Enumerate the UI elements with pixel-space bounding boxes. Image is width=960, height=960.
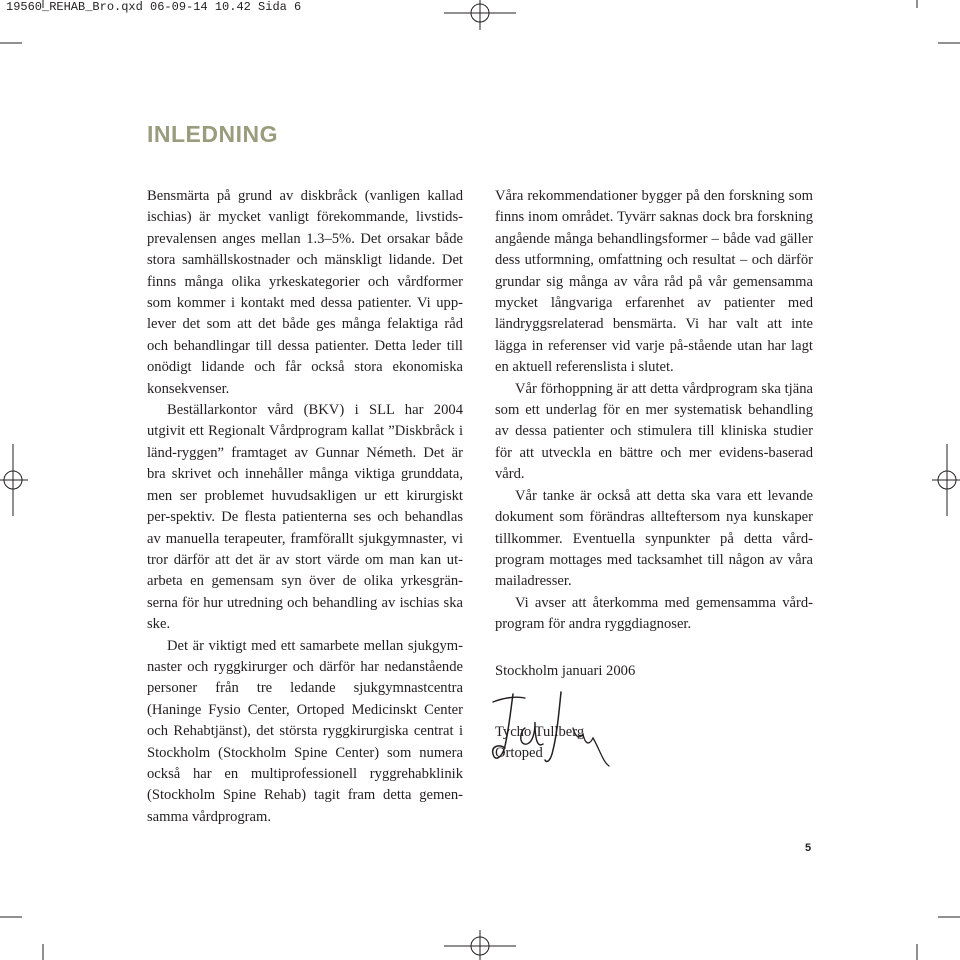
crosshair-mark-bottom	[444, 930, 516, 960]
left-text-column	[147, 186, 463, 828]
paragraph: Det är viktigt med ett samarbete mellan sjukgym-naster och ryggkirurger och därför har nedanstående personer från tre ledande sjukgymnastcentra (Haninge Fysio Center, Ortoped Medicinskt Center och Rehabtjänst), det största ryggkirurgiska centrat i Stockholm (Stockholm Spine Center) som numera också har en multiprofessionell ryggrehabklinik (Stockholm Spine Rehab) tagit fram detta gemen-samma vårdprogram.	[147, 637, 463, 825]
paragraph: Bensmärta på grund av diskbråck (vanligen kallad ischias) är mycket vanligt förekommande, livstids-prevalensen anges mellan 1.3–5%. Det orsakar både stora samhällskostnader och mänskligt lidande. Det finns många olika yrkeskategorier och vårdformer som kommer i kontakt med dessa patienter. Vi upp-lever det som att det både ges många felaktiga råd och behandlingar till dessa patienter. Detta leder till onödigt lidande och får också stora ekonomiska konsekvenser.	[147, 188, 463, 397]
paragraph: Beställarkontor vård (BKV) i SLL har 2004 utgivit ett Regionalt Vårdprogram kallat ”Diskbråck i länd-ryggen” framtaget av Gunnar Németh. Det är bra skrivet och innehåller många viktiga grunddata, men ser problemet huvudsakligen ur ett kirurgiskt per-spektiv. De flesta patienterna ses och behandlas av manuella terapeuter, framförallt sjukgymnaster, vi tror därför att det är av stort värde om man kan ut-arbeta en gemensam syn över de olika yrkesgrän-serna för hur utredning och behandling av ischias ska ske.	[147, 402, 463, 633]
crosshair-mark-top	[444, 0, 516, 30]
signer-title: Ortoped	[495, 745, 543, 762]
crosshair-mark-right	[932, 444, 960, 516]
paragraph: Våra rekommendationer bygger på den forskning som finns inom området. Tyvärr saknas dock bra forskning angående många behandlingsformer – både vad gäller dess utformning, omfattning och resultat – och därför grundar sig många av våra råd på vår gemensamma mycket långvariga erfarenhet av patienter med ländryggsrelaterad bensmärta. Vi har valt att inte lägga in referenser vid varje på-stående utan har lagt en aktuell referenslista i slutet.	[495, 188, 813, 376]
right-text-column	[495, 186, 813, 765]
paragraph: Vår förhoppning är att detta vårdprogram ska tjäna som ett underlag för en mer systematisk behandling av dessa patienter och stimulera till kliniska studier för att utveckla en bättre och mer evidens-baserad vård.	[495, 380, 813, 483]
crosshair-mark-left	[0, 444, 28, 516]
paragraph: Vi avser att återkomma med gemensamma vård-program för andra ryggdiagnoser.	[495, 594, 813, 633]
paragraph: Vår tanke är också att detta ska vara ett levande dokument som förändras allteftersom nya kunskaper tillkommer. Eventuella synpunkter på detta vård-program mottages med tacksamhet till någon av våra mailadresser.	[495, 487, 813, 590]
page-number: 5	[805, 842, 812, 854]
section-heading: INLEDNING	[147, 121, 278, 147]
signer-name: Tycho Tullberg	[495, 723, 585, 740]
signature-place-date: Stockholm januari 2006	[495, 662, 636, 679]
print-slug-line: 19560_REHAB_Bro.qxd 06-09-14 10.42 Sida 6	[6, 0, 302, 14]
